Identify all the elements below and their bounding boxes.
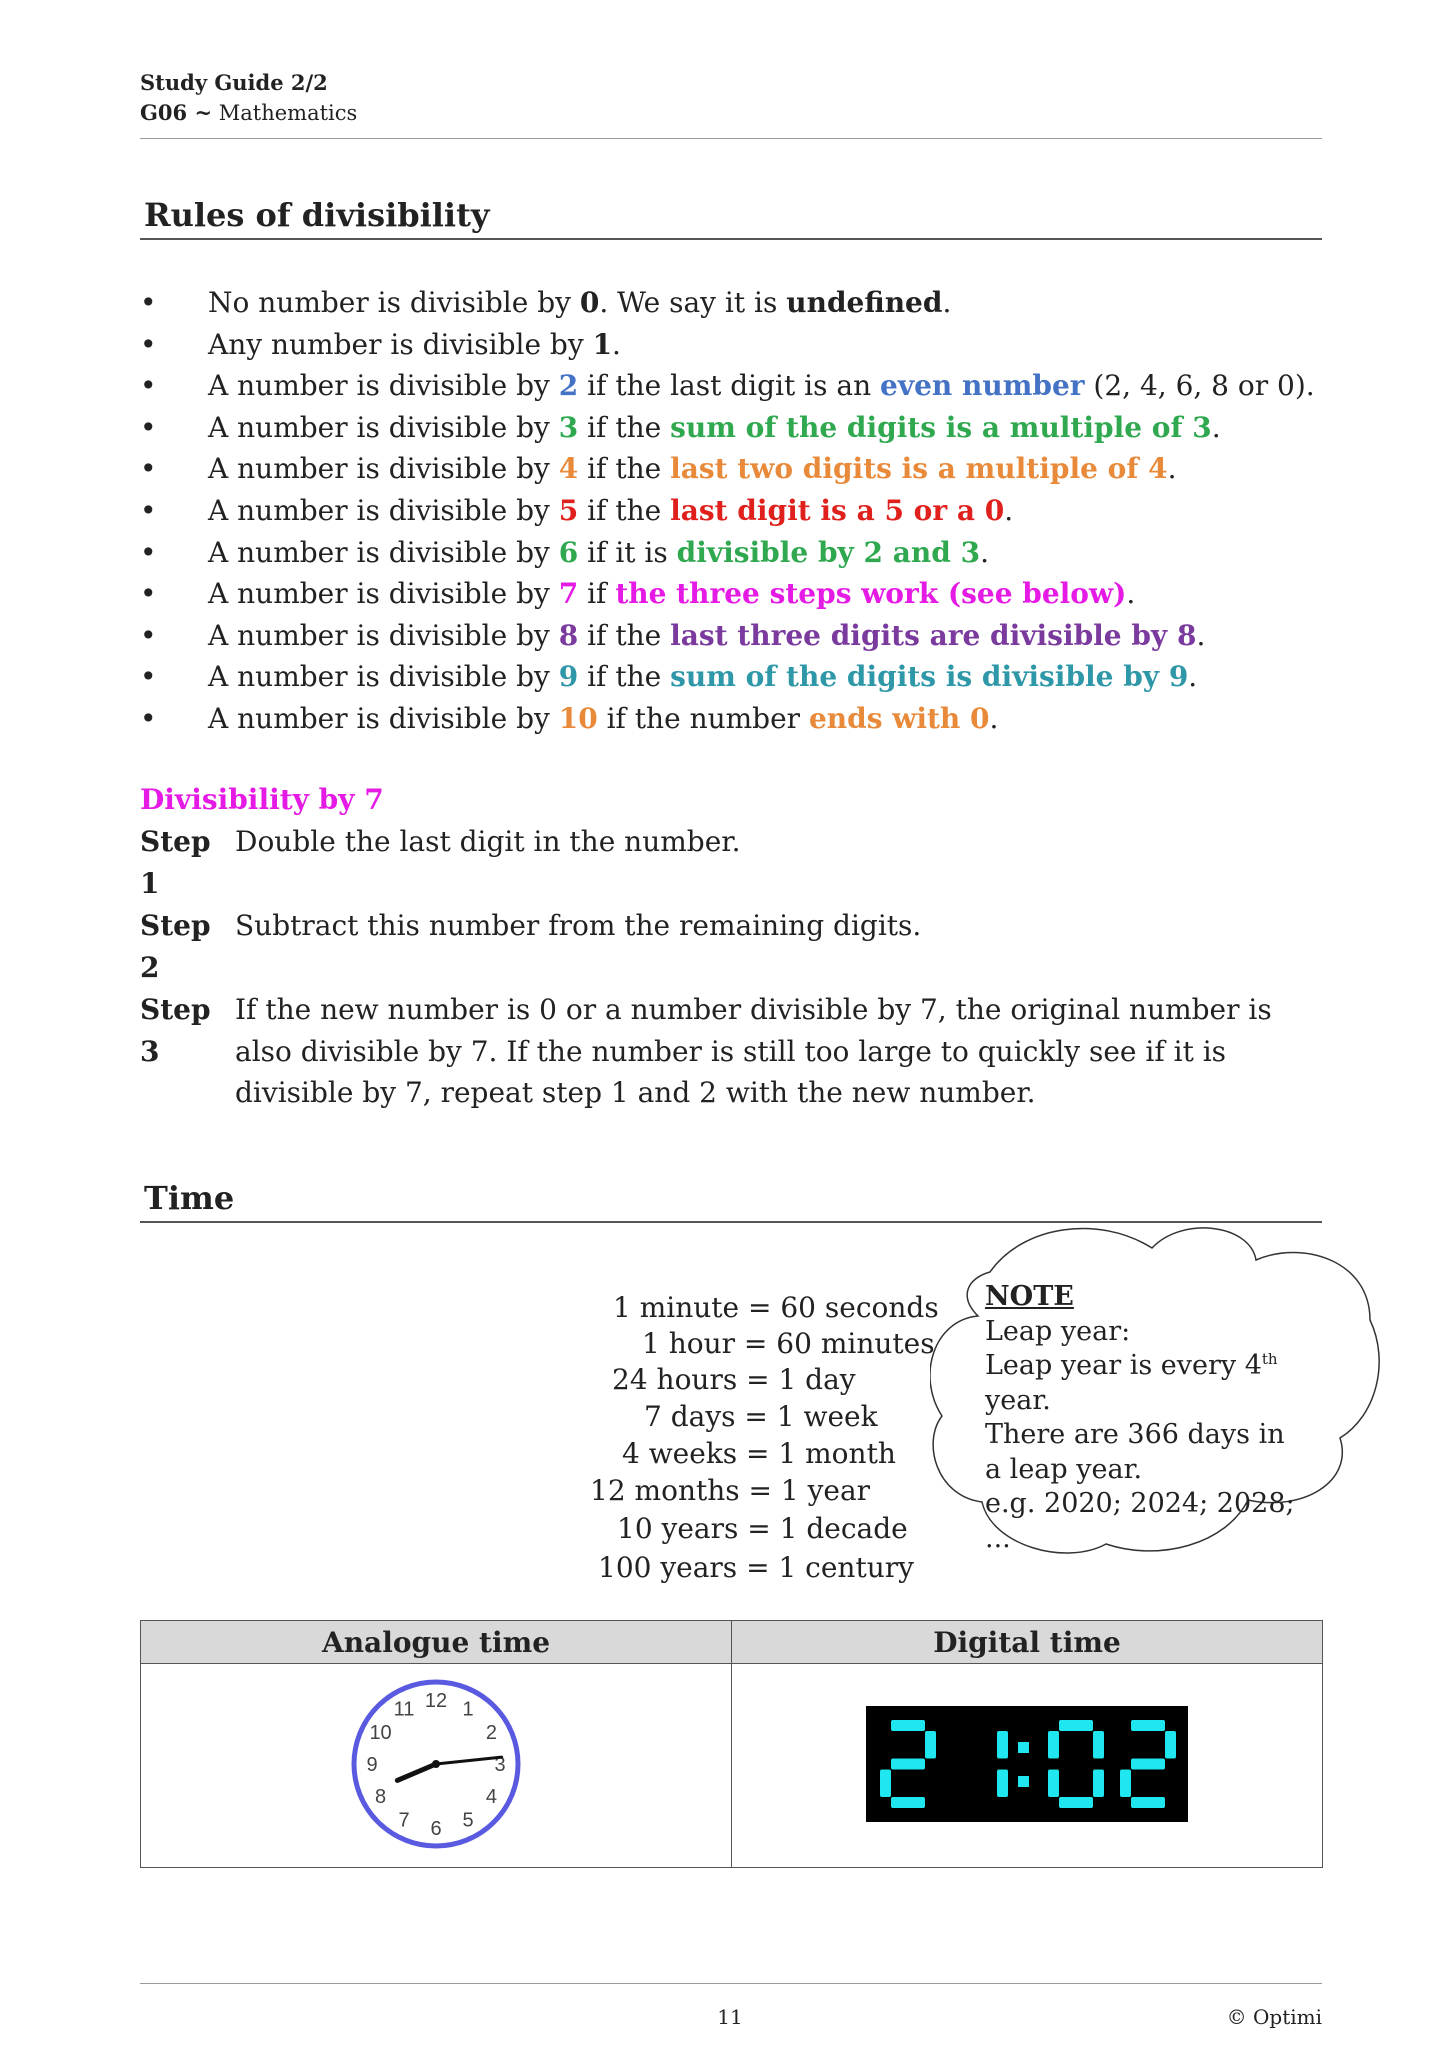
bullet: • [140,327,157,361]
step-1-text: Double the last digit in the number. [235,825,741,858]
time-equivalence: 12 months = 1 year [590,1474,871,1507]
rule-highlight: 2 [558,369,579,403]
rule-text: A number is divisible by [208,410,559,444]
step-2-text: Subtract this number from the remaining digits. [235,909,922,942]
time-equivalence: 7 days = 1 week [644,1400,878,1433]
clock-numeral: 10 [369,1721,392,1744]
rule-highlight: even number [880,369,1085,403]
digital-clock-display [866,1706,1188,1822]
rule-highlight: 0 [579,286,600,319]
rule-text: . [980,535,989,569]
rule-highlight: last digit is a 5 or a 0 [670,493,1005,527]
digital-segment [1120,1769,1131,1797]
bullet: • [140,410,157,444]
rule-text: A number is divisible by [208,701,559,735]
rule-text: . [612,327,621,361]
clock-numeral: 4 [485,1785,497,1808]
rule-text: if the [578,660,671,694]
section-title-divisibility: Rules of divisibility [144,196,490,234]
bullet: • [140,369,157,403]
note-line: There are 366 days in a leap year. [985,1419,1285,1485]
rule-text: A number is divisible by [208,369,559,403]
divisibility-rule [140,656,1322,698]
bullet: • [140,493,157,527]
rule-text: A number is divisible by [208,577,559,611]
rule-text: A number is divisible by [208,493,559,527]
rule-text: . [1126,577,1136,611]
rule-text: . [1167,452,1177,486]
bullet: • [140,660,157,694]
rule-text: A number is divisible by [208,618,559,652]
rule-highlight: 5 [558,493,579,527]
rule-text: Any number is divisible by [208,327,593,361]
digital-clock-cell [732,1664,1323,1868]
rule-highlight: 3 [558,410,579,444]
rule-text: A number is divisible by [208,452,559,486]
rule-text: if the [578,618,671,652]
divisibility-rule [140,698,1322,740]
clock-numeral: 9 [366,1753,378,1776]
note-line: Leap year: [985,1315,1131,1347]
time-equivalence: 24 hours = 1 day [612,1363,856,1396]
rule-text: . [1004,493,1014,527]
footer-divider [140,1983,1322,1984]
divisibility-rule [140,324,1322,366]
bullet: • [140,701,157,735]
digital-segment [1131,1758,1165,1769]
rule-text: if it is [578,535,677,569]
section-divider-divisibility [140,238,1322,240]
clock-numeral: 3 [494,1753,506,1776]
divisibility-rule [140,532,1322,574]
bullet: • [140,618,157,652]
divisibility-rule [140,615,1322,657]
rule-text: . [989,701,999,735]
page-number: 11 [717,2005,743,2029]
rule-text: (2, 4, 6, 8 or 0). [1084,369,1315,403]
rule-text: . [1188,660,1198,694]
header-subject-line [140,98,357,128]
clock-numeral: 1 [462,1698,474,1721]
digital-segment [1048,1731,1059,1759]
step-3-label: Step 3 [140,993,211,1068]
step-1-label: Step 1 [140,825,211,900]
rule-highlight: last two digits is a multiple of 4 [670,452,1168,486]
digital-segment [1048,1769,1059,1797]
time-equivalence: 100 years = 1 century [598,1551,914,1584]
digital-segment [1093,1731,1104,1759]
digital-segment [891,1720,925,1731]
rule-text: if the [578,493,671,527]
rule-highlight: 1 [592,327,613,361]
rule-text: . [1211,410,1221,444]
bullet: • [140,577,157,611]
table-header-digital: Digital time [732,1621,1323,1664]
note-heading: NOTE [985,1281,1074,1312]
digital-segment [1131,1720,1165,1731]
rule-highlight: undefined [786,286,943,319]
rule-highlight: divisible by 2 and 3 [676,535,981,569]
clock-numeral: 7 [398,1808,410,1831]
step-3 [140,989,1322,1115]
clock-numeral: 11 [393,1698,415,1721]
digital-segment [891,1797,925,1808]
time-equivalence: 1 hour = 60 minutes [642,1327,935,1360]
rule-text: if the [578,410,671,444]
rule-highlight: last three digits are divisible by 8 [670,618,1197,652]
digital-segment [891,1758,925,1769]
rule-text: if the number [597,701,809,735]
analogue-clock [346,1674,526,1854]
rule-text: A number is divisible by [208,660,559,694]
step-2 [140,905,1322,984]
rule-text: . [1196,618,1206,652]
step-2-label: Step 2 [140,909,211,984]
digital-segment [1093,1769,1104,1797]
header-guide-label: Study Guide 2/2 [140,70,328,95]
step-1 [140,821,1322,900]
time-format-table [140,1620,1323,1868]
rule-highlight: 10 [558,701,598,735]
clock-hub [432,1760,440,1768]
divisibility-7-title: Divisibility by 7 [140,783,384,816]
divisibility-rule [140,407,1322,449]
step-3-text: If the new number is 0 or a number divisible by 7, the original number is also divisible by 7. If the number is still too large to quickly see if it is divisible by 7, repeat step 1 and 2 with the new number. [235,993,1272,1109]
divisibility-rule [140,282,1322,324]
analogue-clock-cell [141,1664,732,1868]
grade-code: G06 ~ [140,100,213,125]
leap-year-note [985,1280,1305,1556]
digital-colon-dot [1018,1742,1029,1753]
rule-highlight: ends with 0 [808,701,990,735]
divisibility-rule [140,573,1322,615]
rule-text: if [578,577,616,611]
note-line: e.g. 2020; 2024; 2028; ... [985,1488,1295,1554]
rule-highlight: 9 [558,660,579,694]
header-divider [140,138,1322,139]
rule-text: if the [578,452,671,486]
subject-name: Mathematics [218,101,358,125]
digital-segment [925,1731,936,1759]
rule-highlight: 8 [558,618,579,652]
time-equivalence: 4 weeks = 1 month [622,1437,896,1470]
digital-colon-dot [1018,1776,1029,1787]
rule-text: if the last digit is an [578,369,881,403]
bullet: • [140,535,157,569]
rule-highlight: 4 [558,452,579,486]
rule-highlight: 6 [558,535,579,569]
time-equivalence: 10 years = 1 decade [617,1512,908,1545]
clock-numeral: 5 [462,1808,474,1831]
rule-text: . We say it is [599,286,787,319]
table-header-analogue: Analogue time [141,1621,732,1664]
digital-segment [1165,1731,1176,1759]
bullet: • [140,286,157,319]
digital-segment [1059,1720,1093,1731]
divisibility-rules-list [140,282,1322,740]
section-title-time: Time [144,1179,235,1217]
divisibility-rule [140,490,1322,532]
rule-text: No number is divisible by [208,286,580,319]
rule-highlight: the three steps work (see below) [615,577,1127,611]
rule-highlight: 7 [558,577,579,611]
clock-numeral: 2 [485,1721,497,1744]
clock-numeral: 12 [424,1689,448,1712]
digital-segment [880,1769,891,1797]
rule-text: . [942,286,952,319]
digital-segment [1131,1797,1165,1808]
digital-segment [1059,1797,1093,1808]
clock-numeral: 8 [375,1785,387,1808]
bullet: • [140,452,157,486]
divisibility-rule [140,448,1322,490]
time-equivalence: 1 minute = 60 seconds [613,1291,939,1324]
copyright: © Optimi [1226,2005,1322,2029]
digital-segment [997,1731,1008,1759]
rule-highlight: sum of the digits is a multiple of 3 [670,410,1212,444]
rule-text: A number is divisible by [208,535,559,569]
rule-highlight: sum of the digits is divisible by 9 [670,660,1189,694]
note-line: Leap year is every 4th year. [985,1350,1278,1416]
clock-numeral: 6 [430,1817,442,1840]
divisibility-rule [140,365,1322,407]
digital-segment [997,1769,1008,1797]
